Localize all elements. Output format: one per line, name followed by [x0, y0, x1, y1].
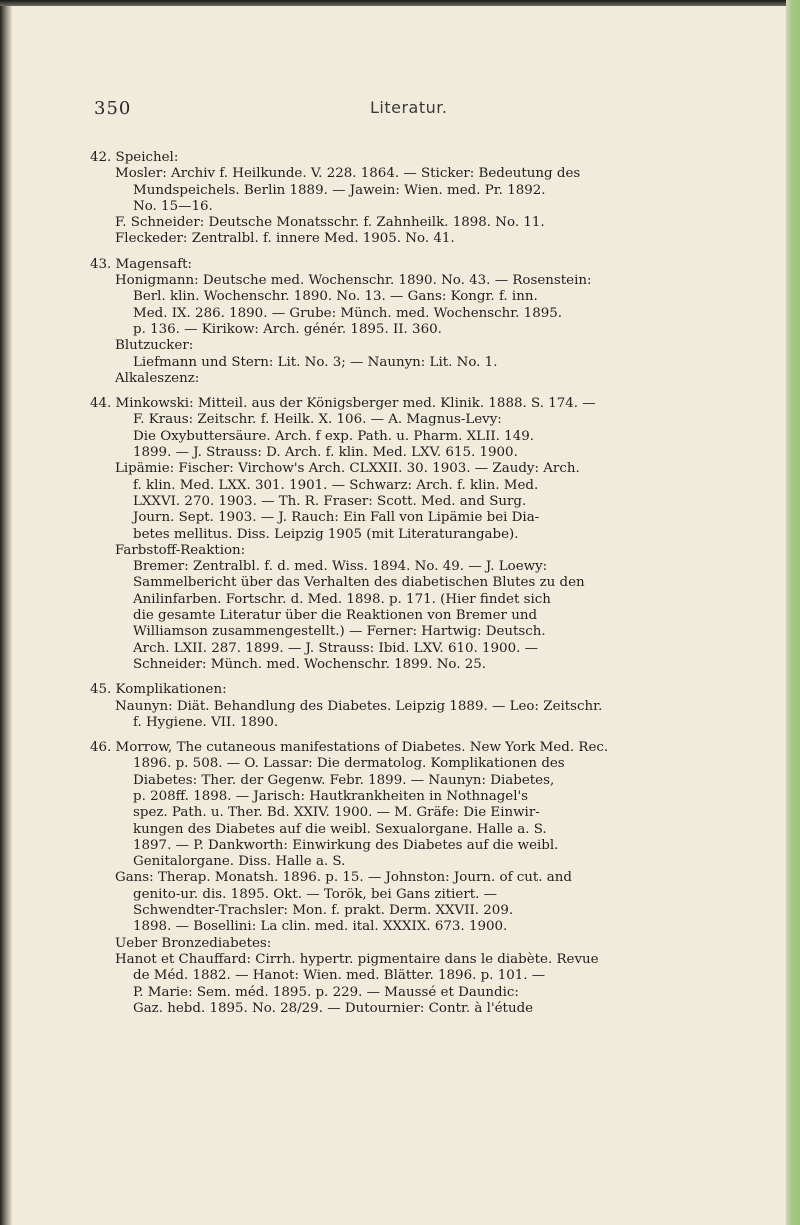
- page-fore-edge: [786, 0, 800, 1225]
- citation-line: Williamson zusammengestellt.) — Ferner: Hartwig: Deutsch.: [133, 624, 546, 640]
- section-gap: [0, 248, 792, 257]
- section-entry-line: 44. Minkowski: Mitteil. aus der Königsberger med. Klinik. 1888. S. 174. —: [90, 396, 596, 412]
- citation-line: LXXVI. 270. 1903. — Th. R. Fraser: Scott. Med. and Surg.: [133, 493, 527, 509]
- citation-line: Lipämie: Fischer: Virchow's Arch. CLXXII. 30. 1903. — Zaudy: Arch.: [115, 461, 580, 477]
- citation-line: Berl. klin. Wochenschr. 1890. No. 13. — Gans: Kongr. f. inn.: [133, 289, 538, 305]
- citation-line: Alkaleszenz:: [115, 370, 200, 386]
- citation-line: Anilinfarben. Fortschr. d. Med. 1898. p. 171. (Hier findet sich: [133, 591, 551, 607]
- page-header: [0, 98, 792, 128]
- citation-line: F. Kraus: Zeitschr. f. Heilk. X. 106. — A. Magnus-Levy:: [133, 412, 502, 428]
- citation-line: P. Marie: Sem. méd. 1895. p. 229. — Maussé et Daundic:: [133, 984, 519, 1000]
- section-entry-line: 43. Magensaft:: [90, 256, 193, 272]
- citation-line: f. Hygiene. VII. 1890.: [133, 714, 279, 730]
- citation-line: betes mellitus. Diss. Leipzig 1905 (mit Literaturangabe).: [133, 526, 519, 542]
- section-gap: [0, 731, 792, 740]
- section-gap: [0, 673, 792, 682]
- citation-line: f. klin. Med. LXX. 301. 1901. — Schwarz: Arch. f. klin. Med.: [133, 477, 539, 493]
- citation-line: Mundspeichels. Berlin 1889. — Jawein: Wien. med. Pr. 1892.: [133, 182, 546, 198]
- citation-line: Naunyn: Diät. Behandlung des Diabetes. Leipzig 1889. — Leo: Zeitschr.: [115, 698, 603, 714]
- section-entry-line: 42. Speichel:: [90, 150, 179, 165]
- section-entry-line: 46. Morrow, The cutaneous manifestations of Diabetes. New York Med. Rec.: [90, 740, 609, 756]
- page-top-edge: [0, 0, 792, 6]
- citation-line: Honigmann: Deutsche med. Wochenschr. 1890. No. 43. — Rosenstein:: [115, 273, 592, 289]
- citation-line: p. 136. — Kirikow: Arch. génér. 1895. II. 360.: [133, 321, 442, 337]
- citation-line: 1899. — J. Strauss: D. Arch. f. klin. Med. LXV. 615. 1900.: [133, 445, 518, 461]
- citation-line: Gaz. hebd. 1895. No. 28/29. — Dutournier: Contr. à l'étude: [133, 1000, 534, 1016]
- citation-line: p. 208ff. 1898. — Jarisch: Hautkrankheiten in Nothnagel's: [133, 788, 529, 804]
- citation-line: Schneider: Münch. med. Wochenschr. 1899. No. 25.: [133, 656, 487, 672]
- citation-line: Med. IX. 286. 1890. — Grube: Münch. med. Wochenschr. 1895.: [133, 305, 563, 321]
- citation-line: No. 15—16.: [133, 198, 213, 214]
- page-number: 350: [94, 98, 132, 119]
- citation-line: 1898. — Bosellini: La clin. med. ital. XXXIX. 673. 1900.: [133, 919, 508, 935]
- citation-line: Blutzucker:: [115, 338, 194, 354]
- citation-line: genito-ur. dis. 1895. Okt. — Torök, bei Gans zitiert. —: [133, 886, 498, 902]
- citation-line: 1896. p. 508. — O. Lassar: Die dermatolog. Komplikationen des: [133, 756, 565, 772]
- citation-line: Fleckeder: Zentralbl. f. innere Med. 1905. No. 41.: [115, 231, 455, 247]
- citation-line: Genitalorgane. Diss. Halle a. S.: [133, 854, 346, 870]
- citation-line: F. Schneider: Deutsche Monatsschr. f. Zahnheilk. 1898. No. 11.: [115, 215, 545, 231]
- citation-line: Arch. LXII. 287. 1899. — J. Strauss: Ibid. LXV. 610. 1900. —: [133, 640, 538, 656]
- citation-line: Die Oxybuttersäure. Arch. f exp. Path. u. Pharm. XLII. 149.: [133, 428, 534, 444]
- citation-line: Gans: Therap. Monatsh. 1896. p. 15. — Johnston: Journ. of cut. and: [115, 870, 572, 886]
- citation-line: Hanot et Chauffard: Cirrh. hypertr. pigmentaire dans le diabète. Revue: [115, 951, 599, 967]
- section-entry-line: 45. Komplikationen:: [90, 682, 227, 698]
- citation-line: Bremer: Zentralbl. f. d. med. Wiss. 1894. No. 49. — J. Loewy:: [133, 559, 548, 575]
- citation-line: Sammelbericht über das Verhalten des diabetischen Blutes zu den: [133, 575, 585, 591]
- citation-line: spez. Path. u. Ther. Bd. XXIV. 1900. — M. Gräfe: Die Einwir-: [133, 805, 540, 821]
- citation-line: Mosler: Archiv f. Heilkunde. V. 228. 1864. — Sticker: Bedeutung des: [115, 166, 581, 182]
- section-gap: [0, 387, 792, 396]
- citation-line: Farbstoff-Reaktion:: [115, 542, 246, 558]
- citation-line: de Méd. 1882. — Hanot: Wien. med. Blätter. 1896. p. 101. —: [133, 968, 546, 984]
- running-title: Literatur.: [370, 98, 448, 117]
- citation-line: 1897. — P. Dankworth: Einwirkung des Diabetes auf die weibl.: [133, 837, 559, 853]
- citation-line: kungen des Diabetes auf die weibl. Sexualorgane. Halle a. S.: [133, 821, 547, 837]
- bibliography-text: [0, 150, 792, 1017]
- citation-line: Liefmann und Stern: Lit. No. 3; — Naunyn: Lit. No. 1.: [133, 354, 498, 370]
- citation-line: die gesamte Literatur über die Reaktionen von Bremer und: [133, 608, 538, 624]
- citation-line: Schwendter-Trachsler: Mon. f. prakt. Derm. XXVII. 209.: [133, 903, 514, 919]
- citation-line: Ueber Bronzediabetes:: [115, 935, 272, 951]
- citation-line: Diabetes: Ther. der Gegenw. Febr. 1899. — Naunyn: Diabetes,: [133, 772, 555, 788]
- citation-line: Journ. Sept. 1903. — J. Rauch: Ein Fall von Lipämie bei Dia-: [133, 510, 540, 526]
